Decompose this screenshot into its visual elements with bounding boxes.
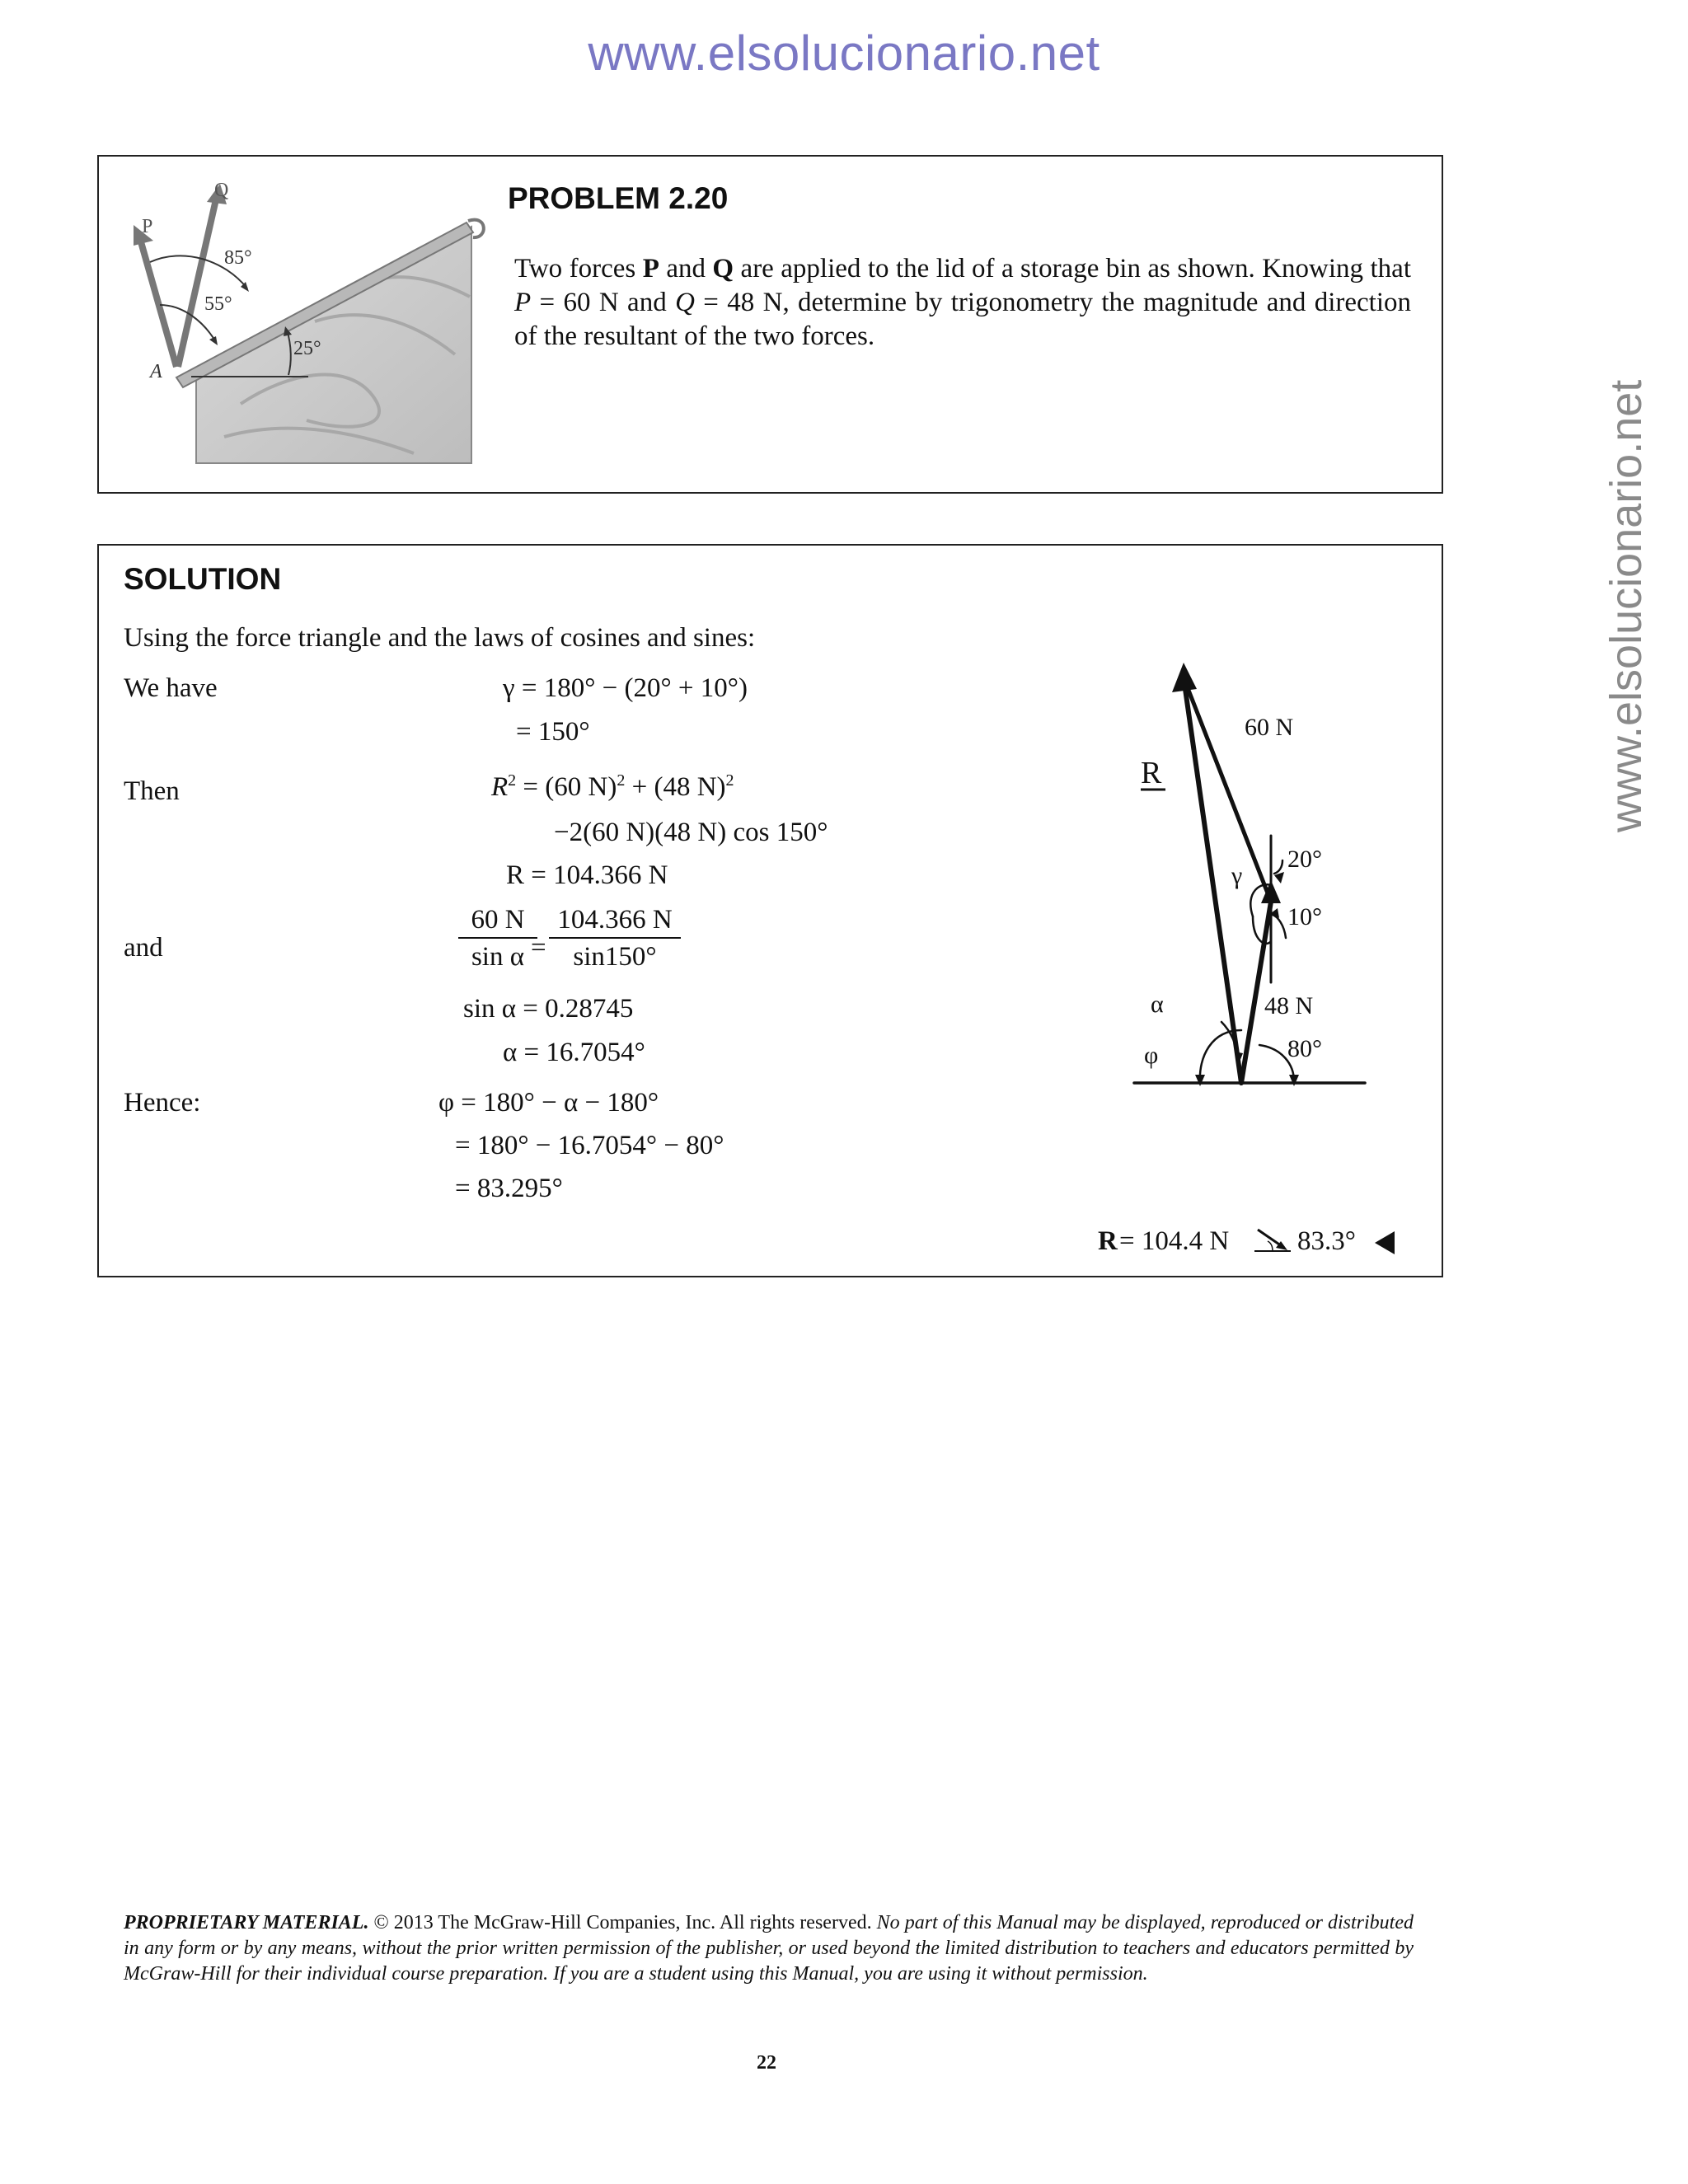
sketch-label-60n: 60 N: [1245, 714, 1294, 741]
force-q-arrow: [178, 199, 216, 367]
frac-equals: =: [531, 933, 546, 963]
answer-angle: 83.3°: [1297, 1226, 1356, 1256]
sketch-label-r: R: [1141, 756, 1162, 790]
solution-intro: Using the force triangle and the laws of cosines and sines:: [124, 623, 756, 653]
label-we-have: We have: [124, 673, 218, 703]
label-85: 85°: [224, 247, 252, 269]
eq-phi-2: = 180° − 16.7054° − 80°: [455, 1131, 724, 1160]
fraction-right: [549, 905, 681, 972]
label-25: 25°: [293, 338, 321, 359]
sketch-label-80: 80°: [1287, 1035, 1322, 1062]
eq-alpha: α = 16.7054°: [503, 1038, 645, 1067]
sketch-label-10: 10°: [1287, 903, 1322, 930]
label-hence: Hence:: [124, 1088, 201, 1118]
eq-gamma-2: = 150°: [516, 717, 590, 747]
problem-title: PROBLEM 2.20: [508, 181, 729, 215]
frac-left-numerator: 60 N: [458, 905, 537, 939]
resultant-arrowhead: [1172, 663, 1197, 692]
sketch-label-gamma: γ: [1231, 862, 1243, 889]
force-60n-line: [1184, 677, 1271, 902]
label-then: Then: [124, 776, 180, 806]
label-p: P: [142, 216, 153, 237]
answer-r-label: R: [1098, 1226, 1118, 1256]
label-q: Q: [214, 180, 229, 201]
storage-bin-figure: [101, 157, 488, 486]
frac-left-denominator: sin α: [471, 942, 525, 972]
answer-value: = 104.4 N: [1119, 1226, 1230, 1256]
eq-gamma-1: γ = 180° − (20° + 10°): [503, 673, 748, 703]
frac-right-numerator: 104.366 N: [549, 905, 681, 939]
eq-sin-alpha: sin α = 0.28745: [463, 994, 634, 1024]
eq-r-squared-1: $R^2 = (60$ N)$^2$ + (48 N)$^2$: [491, 771, 734, 802]
sketch-label-48n: 48 N: [1264, 992, 1314, 1019]
solution-box: [97, 544, 1443, 1277]
eq-r-squared-2: −2(60 N)(48 N) cos 150°: [554, 818, 828, 847]
end-marker-icon: [1373, 1230, 1398, 1256]
eq-r: R = 104.366 N: [506, 860, 668, 890]
frac-right-denominator: sin150°: [573, 942, 657, 972]
solution-title: SOLUTION: [124, 562, 282, 596]
watermark-top[interactable]: www.elsolucionario.net: [588, 26, 1100, 81]
force-triangle-sketch: [1129, 644, 1393, 1106]
label-55: 55°: [204, 293, 232, 315]
page-number: 22: [757, 2052, 776, 2074]
sketch-label-phi: φ: [1144, 1042, 1159, 1069]
eq-phi-3: = 83.295°: [455, 1174, 563, 1203]
sketch-label-20: 20°: [1287, 846, 1322, 873]
copyright-footer: PROPRIETARY MATERIAL. © 2013 The McGraw-Hill Companies, Inc. All rights reserved. No part of this Manual may be displayed, reproduced or distributed in any form or by any means, without the prior written permission of the publisher, or used beyond the limited distribution to teachers and educators permitted by McGraw-Hill for their individual course preparation. If you are a student using this Manual, you are using it without permission.: [124, 1912, 1414, 1985]
fraction-left: [458, 905, 537, 972]
watermark-side[interactable]: www.elsolucionario.net: [1601, 379, 1651, 832]
label-and: and: [124, 933, 163, 963]
problem-box: [97, 155, 1443, 494]
label-a: A: [150, 361, 162, 382]
sketch-label-alpha: α: [1151, 991, 1164, 1018]
direction-symbol: [1251, 1223, 1294, 1256]
eq-phi-1: φ = 180° − α − 180°: [438, 1088, 659, 1118]
problem-statement: Two forces P and Q are applied to the lid of a storage bin as shown. Knowing that P = 60 N and Q = 48 N, determine by trigonometry the magnitude and direction of the resultant of the two forces.: [514, 254, 1412, 351]
